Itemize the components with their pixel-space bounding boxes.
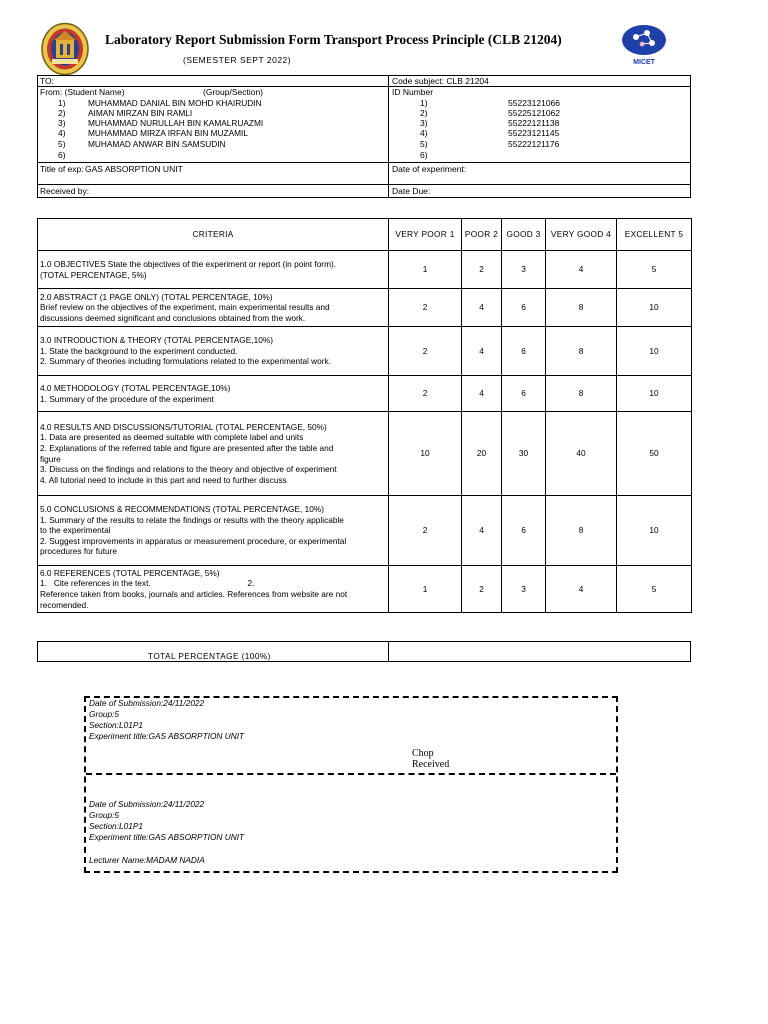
description-line: (TOTAL PERCENTAGE, 5%) [40, 269, 147, 280]
score-cell: 6 [502, 496, 546, 566]
description-line: 1. Data are presented as deemed suitable with complete label and units [40, 432, 304, 443]
id-no: 6) [420, 150, 428, 160]
header-criteria: CRITERIA [38, 219, 389, 251]
score-cell: 4 [462, 289, 502, 327]
description-line: recomended. [40, 599, 89, 610]
score-cell: 20 [462, 412, 502, 496]
criteria-description [38, 376, 389, 412]
submission-slip [84, 696, 618, 873]
slip-group: Group:5 [89, 709, 119, 719]
slip-lecturer-name: Lecturer Name:MADAM NADIA [89, 855, 205, 865]
description-line: 2. Suggest improvements in apparatus or measurement procedure, or experimental [40, 535, 347, 546]
score-cell: 1 [389, 251, 462, 289]
score-cell: 8 [546, 496, 617, 566]
score-cell: 4 [462, 376, 502, 412]
criteria-table [37, 218, 692, 613]
score-cell: 10 [617, 496, 692, 566]
id-no: 4) [420, 128, 428, 138]
description-line: 1. Summary of the results to relate the findings or results with the theory applicable [40, 514, 344, 525]
student-no: 3) [58, 118, 66, 128]
slip-experiment-title: Experiment title:GAS ABSORPTION UNIT [89, 731, 245, 741]
description-line: 1.0 OBJECTIVES State the objectives of the experiment or report (in point form). [40, 258, 337, 269]
from-label: From: (Student Name) [40, 87, 125, 97]
id-value: 55222121176 [508, 139, 560, 149]
description-line: procedures for future [40, 546, 118, 557]
date-of-experiment-label: Date of experiment: [392, 164, 467, 174]
description-line: 3.0 INTRODUCTION & THEORY (TOTAL PERCENTAGE,10%) [40, 335, 273, 346]
micet-logo-text: MICET [633, 59, 655, 66]
description-line: 2.0 ABSTRACT (1 PAGE ONLY) (TOTAL PERCENTAGE, 10%) [40, 291, 273, 302]
code-subject-label: Code subject: CLB 21204 [392, 76, 489, 86]
score-cell: 6 [502, 289, 546, 327]
id-no: 1) [420, 98, 428, 108]
criteria-row-methodology [38, 376, 692, 412]
score-cell: 4 [462, 496, 502, 566]
group-section-label: (Group/Section) [203, 87, 263, 97]
score-cell: 50 [617, 412, 692, 496]
score-cell: 10 [617, 289, 692, 327]
id-no: 2) [420, 108, 428, 118]
title-of-exp-label: Title of exp: [40, 164, 84, 174]
university-crest-logo [40, 22, 90, 76]
student-name: MUHAMAD ANWAR BIN SAMSUDIN [88, 139, 226, 149]
description-line: 4.0 METHODOLOGY (TOTAL PERCENTAGE,10%) [40, 382, 231, 393]
description-line: to the experimental [40, 525, 111, 536]
description-line: 1. State the background to the experiment conducted. [40, 345, 238, 356]
score-cell: 10 [389, 412, 462, 496]
score-cell: 5 [617, 251, 692, 289]
score-cell: 2 [462, 251, 502, 289]
score-cell: 5 [617, 566, 692, 613]
description-line: 4.0 RESULTS AND DISCUSSIONS/TUTORIAL (TOTAL PERCENTAGE, 50%) [40, 421, 327, 432]
slip-section: Section:L01P1 [89, 720, 143, 730]
header-poor: POOR 2 [462, 219, 502, 251]
criteria-row-conclusions [38, 496, 692, 566]
score-cell: 10 [617, 327, 692, 376]
description-line: figure [40, 453, 61, 464]
description-line: 4. All tutorial need to include in this part and need to further discuss [40, 474, 287, 485]
total-percentage-row [37, 641, 691, 662]
header-excellent: EXCELLENT 5 [617, 219, 692, 251]
score-cell: 6 [502, 327, 546, 376]
score-cell: 2 [462, 566, 502, 613]
description-line: 5.0 CONCLUSIONS & RECOMMENDATIONS (TOTAL PERCENTAGE, 10%) [40, 504, 324, 515]
chop-label: Chop [412, 748, 434, 759]
student-no: 4) [58, 128, 66, 138]
slip-group: Group:5 [89, 810, 119, 820]
id-no: 3) [420, 118, 428, 128]
description-line: 2. Explanations of the referred table and figure are presented after the table and [40, 442, 334, 453]
score-cell: 6 [502, 376, 546, 412]
student-no: 2) [58, 108, 66, 118]
id-value: 55222121138 [508, 118, 560, 128]
id-value: 55223121066 [508, 98, 561, 108]
id-no: 5) [420, 139, 428, 149]
description-line: 3. Discuss on the findings and relations to the theory and objective of experiment [40, 464, 337, 475]
criteria-description [38, 289, 389, 327]
student-name: AIMAN MIRZAN BIN RAMLI [88, 108, 193, 118]
score-cell: 2 [389, 289, 462, 327]
received-label: Received [412, 759, 450, 770]
date-due-label: Date Due: [392, 186, 431, 196]
criteria-header-row [38, 219, 692, 251]
total-percentage-label: TOTAL PERCENTAGE (100%) [148, 651, 271, 661]
id-number-label: ID Number [392, 87, 434, 97]
score-cell: 4 [462, 327, 502, 376]
slip-date: Date of Submission:24/11/2022 [89, 698, 205, 708]
student-no: 1) [58, 98, 66, 108]
score-cell: 8 [546, 376, 617, 412]
header-good: GOOD 3 [502, 219, 546, 251]
slip-experiment-title: Experiment title:GAS ABSORPTION UNIT [89, 832, 245, 842]
description-line: 1. Summary of the procedure of the experiment [40, 393, 214, 404]
student-name: MUHAMMAD MIRZA IRFAN BIN MUZAMIL [88, 128, 248, 138]
student-no: 6) [58, 150, 66, 160]
student-name: MUHAMMAD NURULLAH BIN KAMALRUAZMI [88, 118, 264, 128]
criteria-row-introduction [38, 327, 692, 376]
description-line: Brief review on the objectives of the experiment, main experimental results and [40, 302, 330, 313]
description-line: Reference taken from books, journals and articles. References from website are not [40, 589, 348, 599]
score-cell: 2 [389, 327, 462, 376]
student-info-block [37, 75, 691, 198]
description-line: 1. Cite references in the text. 2. [40, 578, 255, 589]
semester-label: (SEMESTER SEPT 2022) [183, 55, 292, 65]
score-cell: 1 [389, 566, 462, 613]
id-value: 55223121145 [508, 128, 560, 138]
score-cell: 8 [546, 327, 617, 376]
criteria-description [38, 566, 389, 613]
description-line: discussions deemed significant and conclusions obtained from the work. [40, 312, 306, 323]
description-line: 6.0 REFERENCES (TOTAL PERCENTAGE, 5%) [40, 567, 220, 578]
score-cell: 2 [389, 496, 462, 566]
score-cell: 30 [502, 412, 546, 496]
micet-logo [620, 24, 668, 66]
student-name: MUHAMMAD DANIAL BIN MOHD KHAIRUDIN [88, 98, 262, 108]
description-line: 2. Summary of theories including formulations related to the experimental work. [40, 356, 331, 367]
criteria-description [38, 251, 389, 289]
score-cell: 2 [389, 376, 462, 412]
header-very-poor: VERY POOR 1 [389, 219, 462, 251]
score-cell: 4 [546, 251, 617, 289]
slip-date: Date of Submission:24/11/2022 [89, 799, 205, 809]
header-very-good: VERY GOOD 4 [546, 219, 617, 251]
score-cell: 8 [546, 289, 617, 327]
score-cell: 40 [546, 412, 617, 496]
slip-section: Section:L01P1 [89, 821, 143, 831]
score-cell: 10 [617, 376, 692, 412]
criteria-row-results [38, 412, 692, 496]
id-value: 55225121062 [508, 108, 561, 118]
to-label: TO: [40, 76, 55, 86]
criteria-row-abstract [38, 289, 692, 327]
criteria-description [38, 496, 389, 566]
title-of-exp-value: GAS ABSORPTION UNIT [85, 164, 183, 174]
criteria-description [38, 412, 389, 496]
criteria-description [38, 327, 389, 376]
criteria-row-references [38, 566, 692, 613]
score-cell: 3 [502, 566, 546, 613]
criteria-row-objectives [38, 251, 692, 289]
received-by-label: Received by: [40, 186, 90, 196]
student-no: 5) [58, 139, 66, 149]
page-title: Laboratory Report Submission Form Transport Process Principle (CLB 21204) [105, 32, 562, 47]
score-cell: 4 [546, 566, 617, 613]
score-cell: 3 [502, 251, 546, 289]
